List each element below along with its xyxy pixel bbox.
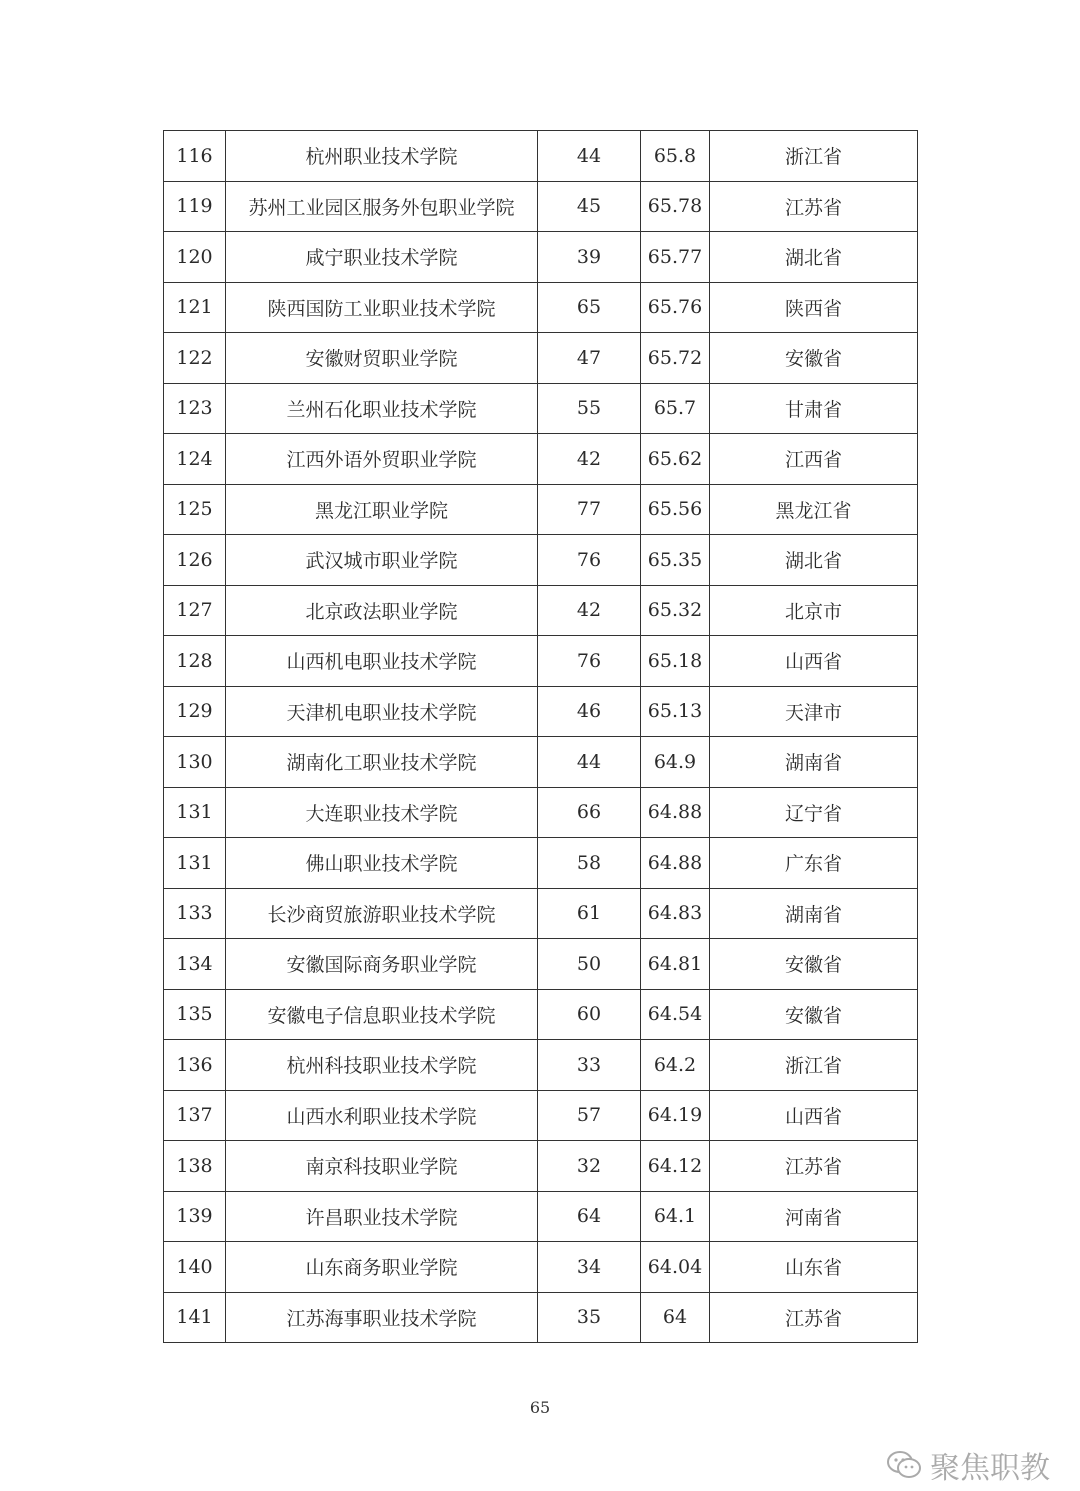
cell-college-name: 陕西国防工业职业技术学院: [226, 282, 538, 333]
cell-score: 64.9: [641, 737, 710, 788]
cell-rank: 139: [164, 1191, 226, 1242]
cell-score: 65.76: [641, 282, 710, 333]
cell-province: 湖南省: [710, 737, 918, 788]
cell-college-name: 咸宁职业技术学院: [226, 232, 538, 283]
cell-score: 64.2: [641, 1040, 710, 1091]
cell-province: 湖北省: [710, 535, 918, 586]
cell-rank: 124: [164, 434, 226, 485]
cell-score: 64.04: [641, 1242, 710, 1293]
cell-count: 35: [538, 1292, 641, 1343]
cell-count: 33: [538, 1040, 641, 1091]
cell-college-name: 安徽电子信息职业技术学院: [226, 989, 538, 1040]
cell-rank: 141: [164, 1292, 226, 1343]
wechat-icon: [886, 1450, 922, 1480]
cell-count: 32: [538, 1141, 641, 1192]
cell-college-name: 安徽国际商务职业学院: [226, 939, 538, 990]
cell-count: 44: [538, 737, 641, 788]
table-row: [164, 939, 918, 990]
cell-score: 64.81: [641, 939, 710, 990]
cell-province: 湖南省: [710, 888, 918, 939]
cell-college-name: 许昌职业技术学院: [226, 1191, 538, 1242]
cell-count: 65: [538, 282, 641, 333]
cell-count: 34: [538, 1242, 641, 1293]
cell-rank: 135: [164, 989, 226, 1040]
cell-rank: 128: [164, 636, 226, 687]
cell-count: 57: [538, 1090, 641, 1141]
cell-province: 江苏省: [710, 1141, 918, 1192]
cell-rank: 140: [164, 1242, 226, 1293]
cell-rank: 137: [164, 1090, 226, 1141]
cell-rank: 130: [164, 737, 226, 788]
cell-rank: 119: [164, 181, 226, 232]
table-row: [164, 535, 918, 586]
ranking-table: [163, 130, 918, 1343]
cell-count: 55: [538, 383, 641, 434]
cell-college-name: 湖南化工职业技术学院: [226, 737, 538, 788]
cell-province: 河南省: [710, 1191, 918, 1242]
cell-score: 65.56: [641, 484, 710, 535]
cell-score: 64: [641, 1292, 710, 1343]
cell-province: 陕西省: [710, 282, 918, 333]
cell-rank: 129: [164, 686, 226, 737]
cell-province: 江西省: [710, 434, 918, 485]
cell-rank: 121: [164, 282, 226, 333]
cell-province: 山东省: [710, 1242, 918, 1293]
cell-rank: 126: [164, 535, 226, 586]
table-row: [164, 585, 918, 636]
cell-province: 浙江省: [710, 1040, 918, 1091]
table-row: [164, 989, 918, 1040]
cell-score: 65.72: [641, 333, 710, 384]
cell-college-name: 安徽财贸职业学院: [226, 333, 538, 384]
cell-score: 64.54: [641, 989, 710, 1040]
cell-college-name: 黑龙江职业学院: [226, 484, 538, 535]
cell-college-name: 武汉城市职业学院: [226, 535, 538, 586]
table-row: [164, 838, 918, 889]
cell-count: 42: [538, 434, 641, 485]
page-number: 65: [529, 1398, 551, 1417]
cell-score: 64.83: [641, 888, 710, 939]
cell-score: 64.12: [641, 1141, 710, 1192]
ranking-table-body: [164, 131, 918, 1343]
cell-rank: 116: [164, 131, 226, 182]
cell-college-name: 山西机电职业技术学院: [226, 636, 538, 687]
cell-score: 64.19: [641, 1090, 710, 1141]
watermark: [886, 1443, 1050, 1487]
cell-score: 65.7: [641, 383, 710, 434]
table-row: [164, 282, 918, 333]
cell-score: 65.78: [641, 181, 710, 232]
cell-count: 60: [538, 989, 641, 1040]
cell-count: 77: [538, 484, 641, 535]
cell-rank: 131: [164, 787, 226, 838]
cell-province: 北京市: [710, 585, 918, 636]
cell-province: 黑龙江省: [710, 484, 918, 535]
cell-province: 安徽省: [710, 333, 918, 384]
table-row: [164, 1292, 918, 1343]
cell-college-name: 苏州工业园区服务外包职业学院: [226, 181, 538, 232]
cell-score: 65.8: [641, 131, 710, 182]
cell-count: 42: [538, 585, 641, 636]
cell-college-name: 大连职业技术学院: [226, 787, 538, 838]
table-row: [164, 484, 918, 535]
table-row: [164, 333, 918, 384]
cell-rank: 138: [164, 1141, 226, 1192]
cell-rank: 134: [164, 939, 226, 990]
cell-college-name: 杭州科技职业技术学院: [226, 1040, 538, 1091]
cell-province: 浙江省: [710, 131, 918, 182]
cell-count: 76: [538, 636, 641, 687]
cell-count: 44: [538, 131, 641, 182]
table-row: [164, 232, 918, 283]
cell-province: 天津市: [710, 686, 918, 737]
cell-count: 47: [538, 333, 641, 384]
table-row: [164, 1242, 918, 1293]
watermark-text: 聚焦职教: [930, 1451, 1050, 1486]
cell-province: 山西省: [710, 1090, 918, 1141]
cell-score: 65.32: [641, 585, 710, 636]
cell-count: 45: [538, 181, 641, 232]
cell-province: 江苏省: [710, 181, 918, 232]
cell-province: 江苏省: [710, 1292, 918, 1343]
table-row: [164, 1040, 918, 1091]
cell-college-name: 兰州石化职业技术学院: [226, 383, 538, 434]
table-row: [164, 787, 918, 838]
table-row: [164, 636, 918, 687]
cell-rank: 123: [164, 383, 226, 434]
cell-score: 64.1: [641, 1191, 710, 1242]
cell-province: 山西省: [710, 636, 918, 687]
cell-college-name: 佛山职业技术学院: [226, 838, 538, 889]
cell-college-name: 杭州职业技术学院: [226, 131, 538, 182]
cell-province: 安徽省: [710, 989, 918, 1040]
table-row: [164, 434, 918, 485]
table-row: [164, 131, 918, 182]
cell-score: 64.88: [641, 838, 710, 889]
cell-score: 65.35: [641, 535, 710, 586]
cell-score: 65.13: [641, 686, 710, 737]
cell-count: 76: [538, 535, 641, 586]
cell-count: 61: [538, 888, 641, 939]
table-row: [164, 1141, 918, 1192]
table-row: [164, 383, 918, 434]
cell-count: 46: [538, 686, 641, 737]
cell-rank: 125: [164, 484, 226, 535]
cell-score: 65.77: [641, 232, 710, 283]
cell-count: 64: [538, 1191, 641, 1242]
cell-college-name: 长沙商贸旅游职业技术学院: [226, 888, 538, 939]
table-row: [164, 181, 918, 232]
table-row: [164, 888, 918, 939]
table-row: [164, 1090, 918, 1141]
cell-count: 50: [538, 939, 641, 990]
cell-score: 65.18: [641, 636, 710, 687]
cell-college-name: 山西水利职业技术学院: [226, 1090, 538, 1141]
table-row: [164, 737, 918, 788]
cell-province: 甘肃省: [710, 383, 918, 434]
cell-rank: 133: [164, 888, 226, 939]
cell-rank: 131: [164, 838, 226, 889]
cell-rank: 122: [164, 333, 226, 384]
cell-college-name: 江西外语外贸职业学院: [226, 434, 538, 485]
cell-college-name: 江苏海事职业技术学院: [226, 1292, 538, 1343]
cell-college-name: 天津机电职业技术学院: [226, 686, 538, 737]
cell-count: 66: [538, 787, 641, 838]
cell-count: 58: [538, 838, 641, 889]
cell-score: 64.88: [641, 787, 710, 838]
cell-province: 湖北省: [710, 232, 918, 283]
cell-rank: 120: [164, 232, 226, 283]
table-row: [164, 1191, 918, 1242]
cell-province: 广东省: [710, 838, 918, 889]
cell-province: 安徽省: [710, 939, 918, 990]
cell-province: 辽宁省: [710, 787, 918, 838]
cell-rank: 127: [164, 585, 226, 636]
cell-college-name: 北京政法职业学院: [226, 585, 538, 636]
cell-score: 65.62: [641, 434, 710, 485]
cell-college-name: 山东商务职业学院: [226, 1242, 538, 1293]
cell-rank: 136: [164, 1040, 226, 1091]
cell-count: 39: [538, 232, 641, 283]
table-row: [164, 686, 918, 737]
cell-college-name: 南京科技职业学院: [226, 1141, 538, 1192]
